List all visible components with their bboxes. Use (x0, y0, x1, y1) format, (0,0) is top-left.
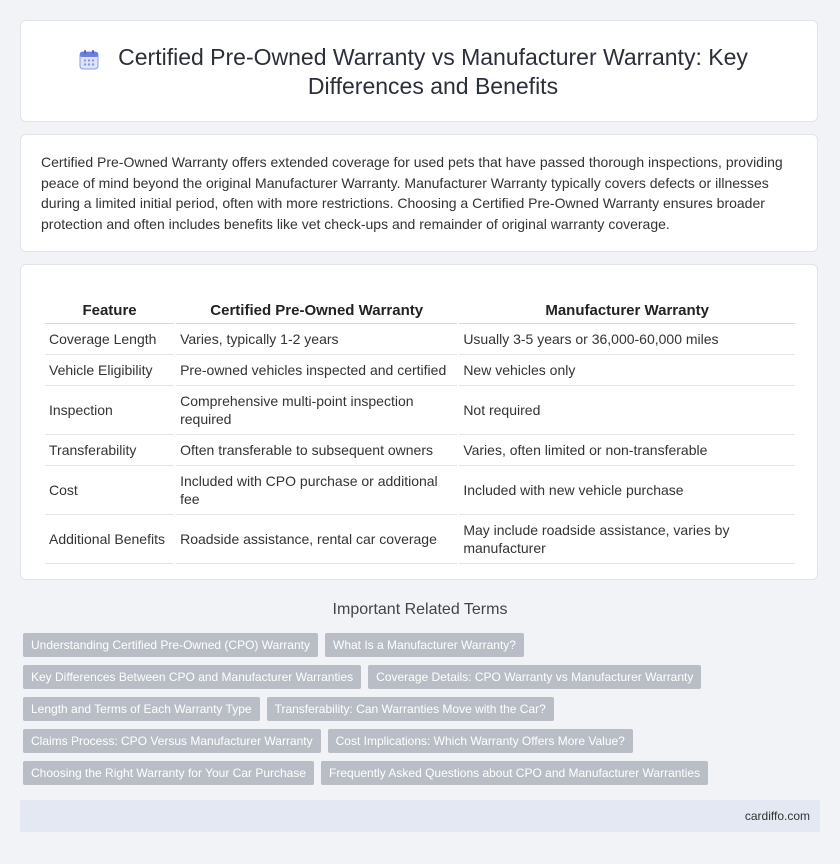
table-row (45, 515, 795, 564)
tag-row (23, 761, 803, 785)
table-cell: Roadside assistance, rental car coverage (176, 515, 457, 564)
comparison-table-card (20, 264, 818, 580)
related-terms-list (23, 633, 803, 793)
table-cell: Coverage Length (45, 324, 174, 355)
table-header-row (45, 291, 795, 324)
table-cell: Varies, typically 1-2 years (176, 324, 457, 355)
footer-bar (20, 800, 820, 832)
related-term-tag[interactable]: Cost Implications: Which Warranty Offers More Value? (328, 729, 633, 753)
related-term-tag[interactable]: Length and Terms of Each Warranty Type (23, 697, 260, 721)
tag-row (23, 697, 803, 721)
site-link[interactable]: cardiffo.com (744, 809, 810, 823)
intro-paragraph: Certified Pre-Owned Warranty offers extended coverage for used pets that have passed thorough inspections, providing peace of mind beyond the original Manufacturer Warranty. Manufacturer Warranty typically covers defects or illnesses during a limited initial period, often with more restrictions. Choosing a Certified Pre-Owned Warranty ensures broader protection and often includes benefits like vet check-ups and remainder of original warranty coverage. (41, 154, 783, 232)
intro-card (20, 134, 818, 252)
table-row (45, 435, 795, 466)
related-terms-heading: Important Related Terms (332, 601, 508, 618)
table-cell: Inspection (45, 386, 174, 435)
table-cell: May include roadside assistance, varies by manufacturer (459, 515, 795, 564)
table-cell: Usually 3-5 years or 36,000-60,000 miles (459, 324, 795, 355)
table-cell: Included with new vehicle purchase (459, 466, 795, 515)
related-term-tag[interactable]: Coverage Details: CPO Warranty vs Manufacturer Warranty (368, 665, 701, 689)
title-wrap (21, 43, 817, 101)
table-row (45, 466, 795, 515)
related-term-tag[interactable]: Choosing the Right Warranty for Your Car Purchase (23, 761, 314, 785)
page-title: Certified Pre-Owned Warranty vs Manufacturer Warranty: Key Differences and Benefits (118, 44, 748, 99)
table-cell: New vehicles only (459, 355, 795, 386)
tag-row (23, 633, 803, 657)
table-cell: Often transferable to subsequent owners (176, 435, 457, 466)
related-term-tag[interactable]: Frequently Asked Questions about CPO and Manufacturer Warranties (321, 761, 708, 785)
header-manufacturer: Manufacturer Warranty (459, 291, 795, 324)
related-term-tag[interactable]: Transferability: Can Warranties Move with the Car? (267, 697, 554, 721)
table-cell: Comprehensive multi-point inspection required (176, 386, 457, 435)
table-cell: Transferability (45, 435, 174, 466)
table-cell: Included with CPO purchase or additional fee (176, 466, 457, 515)
related-term-tag[interactable]: Key Differences Between CPO and Manufacturer Warranties (23, 665, 361, 689)
table-row (45, 386, 795, 435)
tag-row (23, 665, 803, 689)
tag-row (23, 729, 803, 753)
table-cell: Not required (459, 386, 795, 435)
table-row (45, 324, 795, 355)
related-term-tag[interactable]: Understanding Certified Pre-Owned (CPO) Warranty (23, 633, 318, 657)
comparison-table (43, 291, 797, 564)
table-row (45, 355, 795, 386)
table-cell: Pre-owned vehicles inspected and certified (176, 355, 457, 386)
table-cell: Cost (45, 466, 174, 515)
header-feature: Feature (45, 291, 174, 324)
header-cpo: Certified Pre-Owned Warranty (176, 291, 457, 324)
table-cell: Vehicle Eligibility (45, 355, 174, 386)
related-term-tag[interactable]: Claims Process: CPO Versus Manufacturer Warranty (23, 729, 321, 753)
table-cell: Additional Benefits (45, 515, 174, 564)
calendar-icon (77, 48, 101, 72)
title-card (20, 20, 818, 122)
table-cell: Varies, often limited or non-transferable (459, 435, 795, 466)
related-term-tag[interactable]: What Is a Manufacturer Warranty? (325, 633, 524, 657)
